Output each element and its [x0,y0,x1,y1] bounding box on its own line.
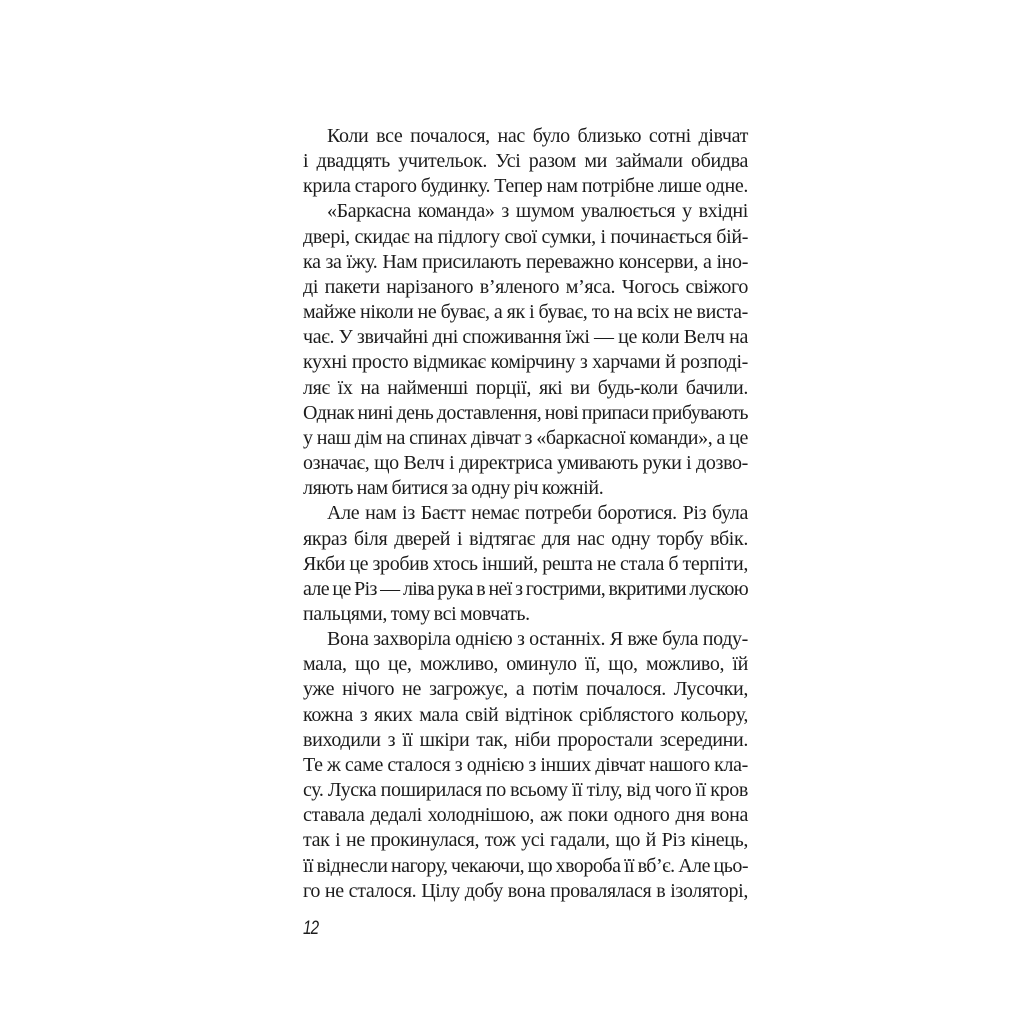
text-line: мала, що це, можливо, оминуло її, що, можливо, їй [303,653,748,676]
paragraph-first-line: Коли все почалося, нас було близько сотні дівчат [327,125,748,147]
paragraph-first-line: Але нам із Баєтт немає потреби боротися. Різ була [327,502,748,525]
text-line: майже ніколи не буває, а як і буває, то на всіх не виста- [303,301,748,324]
text-line: ставала дедалі холоднішою, аж поки одного дня вона [303,804,748,827]
text-line: так і не прокинулася, тож усі гадали, що й Різ кінець, [303,829,748,852]
paragraph-first-line: «Баркасна команда» з шумом увалюється у вхідні [327,200,748,223]
text-line: ка за їжу. Нам присилають переважно консерви, а іно- [303,250,748,273]
page-number: 12 [303,918,319,939]
text-line: але це Різ — ліва рука в неї з гострими, вкритими лускою [303,577,748,600]
text-line: кухні просто відмикає комірчину з харчами й розподі- [303,351,748,374]
text-line: двері, скидає на підлогу свої сумки, і починається бій- [303,225,748,248]
body-text [303,124,748,904]
text-line: у наш дім на спинах дівчат з «баркасної команди», а це [303,426,748,449]
text-line: кожна з яких мала свій відтінок сріблястого кольору, [303,703,748,726]
text-line: означає, що Велч і директриса умивають руки і дозво- [303,452,748,475]
text-line: Однак нині день доставлення, нові припаси прибувають [303,401,748,424]
text-line: її віднесли нагору, чекаючи, що хвороба її вб’є. Але цьо- [303,854,748,877]
text-line: крила старого будинку. Тепер нам потрібне лише одне. [303,175,748,198]
text-line: су. Луска поширилася по всьому її тілу, від чого її кров [303,779,748,802]
paragraph-first-line: Вона захворіла однією з останніх. Я вже була поду- [327,628,748,651]
text-line: і двадцять учительок. Усі разом ми займали обидва [303,150,748,173]
text-line: го не сталося. Цілу добу вона провалялася в ізоляторі, [303,879,748,902]
text-line: якраз біля дверей і відтягає для нас одну торбу вбік. [303,527,748,550]
text-line: уже нічого не загрожує, а потім почалося. Лусочки, [303,678,748,701]
text-line: виходили з її шкіри так, ніби проростали зсередини. [303,728,748,751]
text-line: чає. У звичайні дні споживання їжі — це коли Велч на [303,326,748,349]
text-line: ляють нам битися за одну річ кожній. [303,477,604,500]
text-line: ді пакети нарізаного в’яленого м’яса. Чогось свіжого [303,275,748,298]
text-line: пальцями, тому всі мовчать. [303,602,530,625]
text-line: Те ж саме сталося з однією з інших дівчат нашого кла- [303,753,748,776]
text-line: Якби це зробив хтось інший, решта не стала б терпіти, [303,552,748,575]
text-line: ляє їх на найменші порції, які ви будь-коли бачили. [303,376,748,399]
